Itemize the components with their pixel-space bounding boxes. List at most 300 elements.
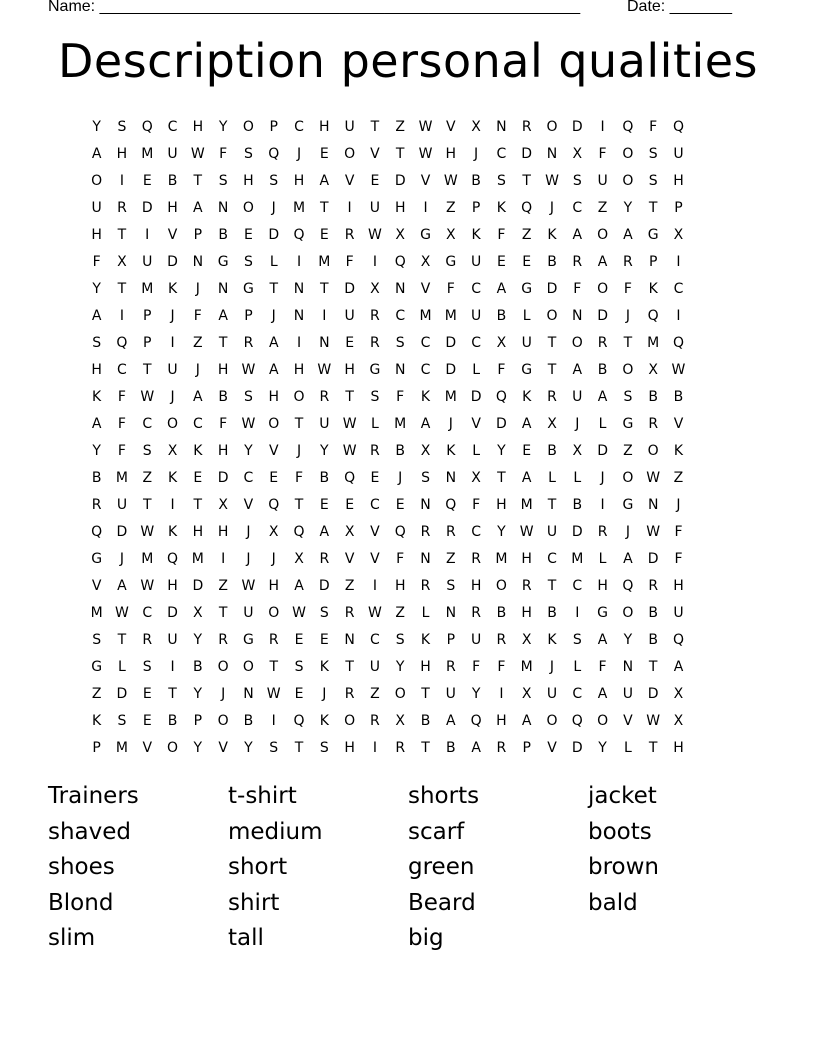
grid-letter: A [623, 226, 633, 243]
grid-letter: N [293, 280, 305, 297]
grid-letter: X [496, 334, 507, 351]
grid-letter: T [497, 469, 506, 486]
grid-letter: B [547, 442, 557, 459]
grid-letter: E [370, 469, 380, 486]
word-list [48, 779, 768, 957]
grid-letter: I [170, 658, 175, 675]
grid-letter: S [142, 658, 152, 675]
grid-letter: N [572, 307, 583, 324]
grid-letter: C [370, 631, 380, 648]
grid-letter: I [145, 226, 150, 243]
grid-row [84, 437, 734, 464]
grid-letter: J [398, 469, 403, 486]
grid-letter: B [167, 172, 178, 189]
grid-letter: A [597, 631, 608, 648]
grid-letter: D [571, 523, 583, 540]
grid-letter: W [367, 226, 382, 243]
grid-letter: C [471, 334, 481, 351]
grid-letter: F [117, 415, 126, 432]
grid-letter: L [269, 253, 278, 270]
grid-letter: D [445, 334, 457, 351]
grid-letter: G [521, 361, 533, 378]
grid-letter: J [474, 145, 479, 162]
grid-letter: C [167, 118, 178, 135]
grid-letter: N [496, 118, 507, 135]
grid-letter: Q [445, 496, 457, 513]
grid-letter: H [167, 199, 178, 216]
grid-letter: C [420, 361, 431, 378]
grid-letter: H [116, 145, 128, 162]
grid-letter: O [622, 172, 634, 189]
grid-letter: I [372, 739, 377, 756]
grid-letter: S [269, 739, 279, 756]
grid-letter: U [319, 415, 330, 432]
grid-letter: F [649, 118, 658, 135]
grid-letter: V [167, 226, 178, 243]
grid-letter: V [268, 442, 279, 459]
grid-letter: X [648, 361, 658, 378]
grid-letter: H [91, 226, 102, 243]
grid-letter: F [294, 469, 304, 486]
grid-letter: D [141, 199, 153, 216]
grid-letter: O [571, 334, 583, 351]
grid-row [84, 491, 734, 518]
grid-letter: D [217, 469, 229, 486]
grid-letter: K [648, 280, 658, 297]
grid-letter: I [372, 253, 377, 270]
grid-letter: C [370, 496, 380, 513]
grid-letter: M [444, 307, 457, 324]
grid-letter: J [271, 550, 276, 567]
grid-letter: M [394, 415, 407, 432]
grid-letter: O [293, 388, 305, 405]
grid-letter: T [320, 280, 329, 297]
grid-letter: B [218, 388, 228, 405]
grid-letter: M [520, 658, 533, 675]
grid-letter: R [648, 577, 659, 594]
grid-letter: Q [647, 307, 659, 324]
grid-letter: H [394, 577, 406, 594]
grid-letter: N [546, 145, 558, 162]
grid-letter: X [471, 469, 481, 486]
grid-letter: F [497, 226, 506, 243]
grid-letter: W [140, 577, 155, 594]
grid-letter: K [92, 388, 102, 405]
grid-letter: K [92, 712, 102, 729]
grid-letter: T [345, 388, 354, 405]
grid-letter: S [395, 334, 405, 351]
grid-letter: R [370, 307, 380, 324]
grid-letter: J [246, 523, 251, 540]
grid-letter: C [547, 550, 557, 567]
grid-letter: G [369, 361, 381, 378]
grid-letter: T [142, 496, 152, 513]
grid-letter: E [244, 226, 253, 243]
grid-letter: C [572, 199, 583, 216]
grid-letter: C [142, 415, 153, 432]
grid-letter: U [572, 388, 583, 405]
grid-letter: D [394, 172, 406, 189]
grid-letter: G [521, 280, 533, 297]
grid-letter: K [167, 469, 178, 486]
grid-letter: I [221, 550, 226, 567]
grid-letter: W [646, 523, 661, 540]
grid-row [84, 734, 734, 761]
grid-letter: H [167, 577, 178, 594]
grid-letter: U [470, 307, 482, 324]
grid-letter: V [91, 577, 102, 594]
grid-letter: Y [193, 739, 203, 756]
grid-letter: D [318, 577, 330, 594]
grid-letter: M [191, 550, 204, 567]
grid-letter: X [471, 118, 481, 135]
word-list-item: scarf [408, 818, 465, 845]
grid-letter: N [217, 199, 229, 216]
grid-letter: C [496, 145, 507, 162]
grid-letter: R [243, 334, 254, 351]
grid-letter: D [597, 307, 608, 324]
grid-letter: U [369, 658, 381, 675]
grid-letter: W [115, 604, 129, 621]
grid-letter: J [549, 199, 555, 216]
grid-letter: K [471, 226, 481, 243]
grid-letter: F [92, 253, 101, 270]
grid-row [84, 464, 734, 491]
grid-letter: U [546, 523, 558, 540]
grid-row [84, 599, 734, 626]
grid-letter: M [90, 604, 103, 621]
grid-letter: Q [91, 523, 103, 540]
grid-letter: S [243, 253, 253, 270]
letter-grid [84, 113, 734, 761]
grid-letter: O [647, 442, 659, 459]
grid-letter: C [420, 334, 431, 351]
grid-letter: I [296, 334, 302, 351]
grid-letter: Q [293, 712, 305, 729]
grid-letter: K [673, 442, 684, 459]
grid-letter: E [269, 469, 279, 486]
grid-letter: W [443, 172, 458, 189]
grid-letter: X [420, 253, 431, 270]
grid-letter: W [418, 145, 433, 162]
grid-letter: L [598, 415, 607, 432]
grid-letter: Y [193, 631, 203, 648]
grid-letter: Z [370, 685, 380, 702]
grid-letter: U [470, 631, 482, 648]
grid-letter: H [217, 523, 229, 540]
grid-letter: K [167, 523, 178, 540]
grid-letter: F [674, 550, 683, 567]
grid-letter: X [268, 523, 279, 540]
grid-letter: Z [142, 469, 153, 486]
grid-row [84, 410, 734, 437]
grid-letter: W [646, 469, 661, 486]
grid-letter: T [193, 496, 203, 513]
grid-letter: E [345, 496, 355, 513]
grid-letter: G [243, 631, 254, 648]
grid-letter: I [347, 199, 352, 216]
grid-letter: J [625, 523, 630, 540]
grid-letter: N [293, 307, 305, 324]
grid-letter: H [521, 550, 532, 567]
grid-letter: L [522, 307, 531, 324]
grid-letter: Y [497, 523, 506, 540]
grid-letter: N [420, 550, 431, 567]
grid-letter: R [268, 631, 279, 648]
grid-letter: C [471, 523, 481, 540]
grid-letter: P [193, 712, 203, 729]
grid-letter: F [446, 280, 455, 297]
grid-letter: D [647, 550, 659, 567]
grid-row [84, 113, 734, 140]
grid-letter: I [170, 334, 175, 351]
grid-letter: C [192, 415, 203, 432]
grid-letter: A [471, 739, 481, 756]
grid-row [84, 167, 734, 194]
grid-letter: F [193, 307, 202, 324]
grid-letter: N [394, 280, 406, 297]
grid-letter: D [647, 685, 659, 702]
name-field-label: Name: ______________________________________________________ [48, 0, 581, 15]
grid-letter: A [521, 415, 532, 432]
grid-letter: S [269, 172, 279, 189]
grid-letter: N [445, 604, 457, 621]
word-list-item: shirt [228, 889, 280, 916]
grid-letter: Q [394, 523, 406, 540]
grid-letter: O [242, 199, 254, 216]
grid-letter: B [572, 496, 583, 513]
grid-letter: Q [167, 550, 179, 567]
grid-letter: S [623, 388, 633, 405]
grid-letter: O [394, 685, 406, 702]
grid-letter: Q [672, 118, 684, 135]
grid-letter: K [446, 442, 456, 459]
grid-letter: R [117, 199, 127, 216]
grid-letter: V [446, 118, 456, 135]
grid-letter: L [623, 739, 632, 756]
grid-letter: C [142, 604, 153, 621]
grid-letter: B [648, 631, 658, 648]
grid-letter: D [167, 604, 178, 621]
grid-letter: J [246, 550, 251, 567]
grid-row [84, 545, 734, 572]
grid-letter: K [420, 388, 431, 405]
grid-letter: H [319, 118, 330, 135]
grid-letter: B [648, 388, 658, 405]
grid-letter: I [372, 577, 377, 594]
grid-letter: X [167, 442, 178, 459]
grid-letter: O [622, 469, 634, 486]
grid-letter: O [622, 604, 634, 621]
grid-letter: U [91, 199, 102, 216]
grid-letter: R [445, 523, 456, 540]
grid-letter: M [292, 199, 306, 216]
grid-letter: N [394, 361, 406, 378]
grid-letter: N [344, 631, 355, 648]
grid-letter: Z [218, 577, 228, 594]
grid-letter: X [547, 415, 557, 432]
grid-letter: A [673, 658, 684, 675]
grid-letter: S [648, 172, 658, 189]
grid-letter: D [116, 523, 128, 540]
grid-letter: B [496, 604, 507, 621]
grid-letter: Z [395, 604, 405, 621]
grid-letter: X [446, 226, 456, 243]
grid-letter: H [217, 361, 229, 378]
grid-letter: U [167, 145, 178, 162]
grid-letter: J [119, 550, 125, 567]
grid-letter: W [317, 361, 332, 378]
grid-row [84, 626, 734, 653]
grid-letter: B [547, 604, 557, 621]
grid-letter: G [622, 415, 634, 432]
grid-letter: B [167, 712, 178, 729]
grid-letter: R [319, 388, 330, 405]
grid-row [84, 572, 734, 599]
grid-letter: X [521, 631, 532, 648]
grid-letter: S [243, 145, 253, 162]
grid-letter: H [91, 361, 102, 378]
grid-letter: J [195, 361, 200, 378]
grid-letter: R [471, 550, 481, 567]
grid-letter: V [344, 172, 355, 189]
grid-letter: R [623, 253, 633, 270]
grid-letter: H [293, 361, 305, 378]
grid-letter: F [396, 550, 405, 567]
grid-letter: Y [244, 442, 253, 459]
grid-letter: J [170, 388, 175, 405]
grid-letter: M [141, 280, 154, 297]
grid-row [84, 653, 734, 680]
grid-letter: N [445, 469, 457, 486]
grid-letter: J [195, 280, 200, 297]
grid-letter: P [244, 307, 253, 324]
grid-letter: U [673, 145, 684, 162]
grid-letter: A [597, 685, 608, 702]
grid-letter: H [420, 658, 431, 675]
grid-letter: E [496, 253, 506, 270]
grid-letter: T [269, 658, 278, 675]
grid-letter: T [370, 118, 380, 135]
grid-letter: A [91, 307, 102, 324]
grid-letter: J [676, 496, 681, 513]
grid-letter: U [167, 631, 178, 648]
grid-letter: Y [92, 118, 101, 135]
grid-letter: D [445, 361, 457, 378]
grid-letter: V [471, 415, 481, 432]
grid-letter: C [572, 685, 583, 702]
grid-letter: W [241, 577, 256, 594]
grid-letter: B [319, 469, 330, 486]
grid-letter: O [622, 145, 634, 162]
word-list-item: Trainers [48, 783, 139, 809]
grid-letter: Z [521, 226, 532, 243]
grid-letter: Y [598, 739, 607, 756]
grid-letter: W [342, 415, 357, 432]
grid-letter: B [496, 307, 507, 324]
grid-letter: Y [395, 658, 405, 675]
grid-letter: O [546, 307, 558, 324]
grid-letter: Z [597, 199, 608, 216]
grid-letter: F [117, 442, 126, 459]
grid-letter: X [344, 523, 355, 540]
grid-letter: X [193, 604, 203, 621]
grid-letter: X [572, 442, 583, 459]
grid-letter: D [571, 739, 583, 756]
grid-letter: H [192, 118, 204, 135]
grid-letter: C [395, 307, 406, 324]
grid-letter: Q [622, 118, 634, 135]
grid-letter: S [294, 658, 304, 675]
grid-letter: E [395, 496, 405, 513]
grid-letter: F [345, 253, 354, 270]
grid-letter: A [496, 280, 507, 297]
grid-letter: O [167, 739, 179, 756]
grid-letter: N [192, 253, 204, 270]
grid-letter: R [370, 442, 380, 459]
grid-letter: L [421, 604, 430, 621]
grid-row [84, 329, 734, 356]
grid-letter: A [521, 469, 532, 486]
grid-letter: L [472, 442, 480, 459]
grid-letter: U [521, 334, 532, 351]
grid-letter: F [674, 523, 683, 540]
grid-letter: O [242, 658, 254, 675]
grid-letter: R [496, 739, 507, 756]
word-list-item: medium [228, 818, 323, 845]
grid-letter: A [218, 307, 228, 324]
word-list-item: green [408, 854, 475, 880]
grid-letter: G [647, 226, 659, 243]
grid-letter: R [370, 712, 380, 729]
grid-letter: C [294, 118, 304, 135]
grid-letter: Q [672, 631, 684, 648]
grid-letter: I [119, 172, 125, 189]
grid-letter: Z [395, 118, 405, 135]
grid-letter: H [344, 361, 355, 378]
grid-letter: W [342, 442, 357, 459]
grid-letter: X [370, 280, 380, 297]
grid-letter: S [446, 577, 456, 594]
grid-letter: F [497, 658, 506, 675]
grid-letter: I [600, 496, 605, 513]
grid-letter: C [243, 469, 254, 486]
grid-letter: M [141, 145, 154, 162]
word-list-item: boots [588, 818, 652, 845]
grid-letter: Y [623, 631, 633, 648]
grid-letter: K [547, 226, 557, 243]
grid-letter: K [522, 388, 532, 405]
grid-letter: G [91, 658, 103, 675]
grid-letter: D [496, 415, 507, 432]
grid-letter: E [294, 685, 304, 702]
grid-letter: T [142, 361, 152, 378]
grid-letter: X [572, 145, 583, 162]
grid-letter: R [344, 604, 355, 621]
grid-letter: B [648, 604, 658, 621]
grid-letter: X [673, 712, 684, 729]
grid-letter: U [167, 361, 178, 378]
grid-letter: X [395, 226, 405, 243]
grid-letter: W [545, 172, 559, 189]
grid-letter: H [344, 739, 355, 756]
grid-letter: P [471, 199, 481, 216]
grid-letter: H [243, 172, 254, 189]
grid-letter: H [445, 145, 457, 162]
grid-letter: H [673, 577, 684, 594]
word-list-item: big [408, 925, 444, 951]
grid-letter: B [218, 226, 228, 243]
